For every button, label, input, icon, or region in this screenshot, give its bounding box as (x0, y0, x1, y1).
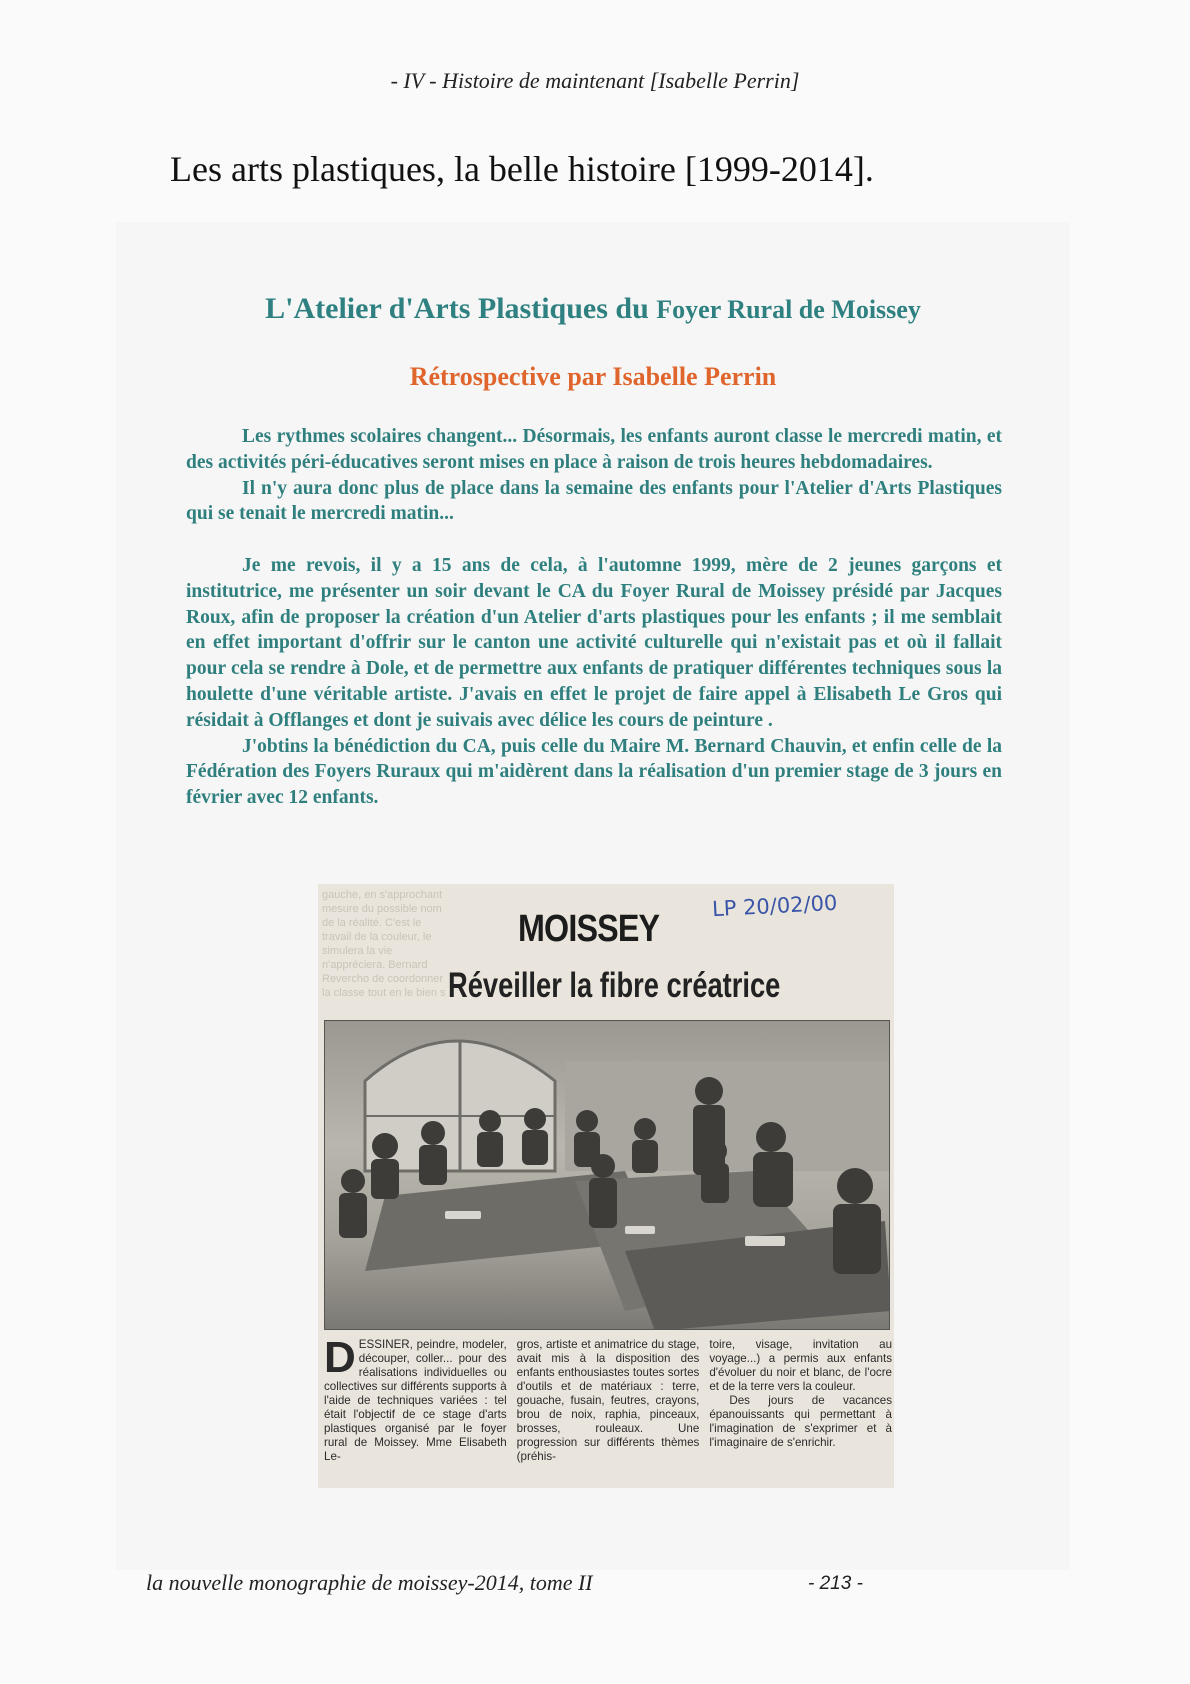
article-subtitle: Rétrospective par Isabelle Perrin (409, 362, 777, 391)
handwritten-date-note: LP 20/02/00 (711, 890, 838, 922)
paragraph: Les rythmes scolaires changent... Désormais, les enfants auront classe le mercredi matin, et des activités péri-éducatives seront mises en place à raison de trois heures hebdomadaires. (186, 426, 1002, 473)
clipping-column-1 (324, 1333, 507, 1483)
column-text: ESSINER, peindre, modeler, découper, coller... pour des réalisations individuelles ou collectives sur différents supports à l'aide de techniques variées : tel était l'objectif de ce stage d'arts plastiques organisé par le foyer rural de Moissey. Mme Elisabeth Le- (324, 1338, 507, 1463)
bleed-through-text: gauche, en s'approchant mesure du possible nom de la réalité. C'est le travail de la couleur, le simulera la vie n'appréciera. Bernard Revercho de coordonner la classe tout en le bien s (322, 889, 446, 999)
class-photo (324, 1020, 890, 1330)
paragraph: Il n'y aura donc plus de place dans la semaine des enfants pour l'Atelier d'Arts Plastiques qui se tenait le mercredi matin... (186, 477, 1002, 525)
running-header: - IV - Histoire de maintenant [Isabelle Perrin] (390, 68, 800, 93)
article-title (116, 292, 1070, 326)
clipping-columns (324, 1333, 893, 1483)
paragraph: Je me revois, il y a 15 ans de cela, à l'automne 1999, mère de 2 jeunes garçons et institutrice, me présenter un soir devant le CA du Foyer Rural de Moissey présidé par Jacques Roux, afin de proposer la création d'un Atelier d'arts plastiques pour les enfants ; il me semblait en effet important d'offrir sur le canton une activité culturelle qui n'existait pas et où il fallait pour cela se rendre à Dole, et de permettre aux enfants de pratiquer différentes techniques sous la houlette d'une véritable artiste. J'avais en effet le projet de faire appel à Elisabeth Le Gros qui résidait à Offlanges et dont je suivais avec délice les cours de peinture . (186, 554, 1002, 731)
column-text: Des jours de vacances épanouissants qui permettant à l'imagination de s'exprimer et à l'imaginaire de s'enrichir. (709, 1394, 893, 1449)
paragraph: J'obtins la bénédiction du CA, puis celle du Maire M. Bernard Chauvin, et enfin celle de la Fédération des Foyers Ruraux qui m'aidèrent dans la réalisation d'un premier stage de 3 jours en février avec 12 enfants. (186, 735, 1002, 809)
class-photo-illustration (325, 1021, 890, 1330)
clipping-headline: Réveiller la fibre créatrice (448, 966, 781, 1005)
article-title-foyer: Foyer Rural de Moissey (656, 295, 921, 324)
chapter-title: Les arts plastiques, la belle histoire [1999-2014]. (170, 149, 874, 189)
clipping-column-3 (709, 1338, 892, 1483)
article-title-main: L'Atelier d'Arts Plastiques du (265, 292, 649, 325)
page-number: - 213 - (808, 1573, 863, 1594)
clipping-place: MOISSEY (518, 908, 660, 950)
column-text: gros, artiste et animatrice du stage, avait mis à la disposition des enfants enthousiastes toutes sortes d'outils et de matériaux : terre, gouache, fusain, feutres, crayons, brou de noix, raphia, pinceaux, brosses, rouleaux. Une progression sur différents thèmes (préhis- (516, 1338, 700, 1463)
newspaper-clipping (318, 884, 894, 1488)
article-body (186, 424, 1002, 811)
column-text: toire, visage, invitation au voyage...) a permis aux enfants d'évoluer du noir et blanc, de l'ocre et de la terre vers la couleur. (709, 1338, 893, 1393)
clipping-column-2 (517, 1338, 700, 1483)
footer-book-title: la nouvelle monographie de moissey-2014, tome II (146, 1570, 593, 1595)
drop-cap: D (324, 1333, 356, 1382)
article-panel (116, 222, 1070, 1570)
